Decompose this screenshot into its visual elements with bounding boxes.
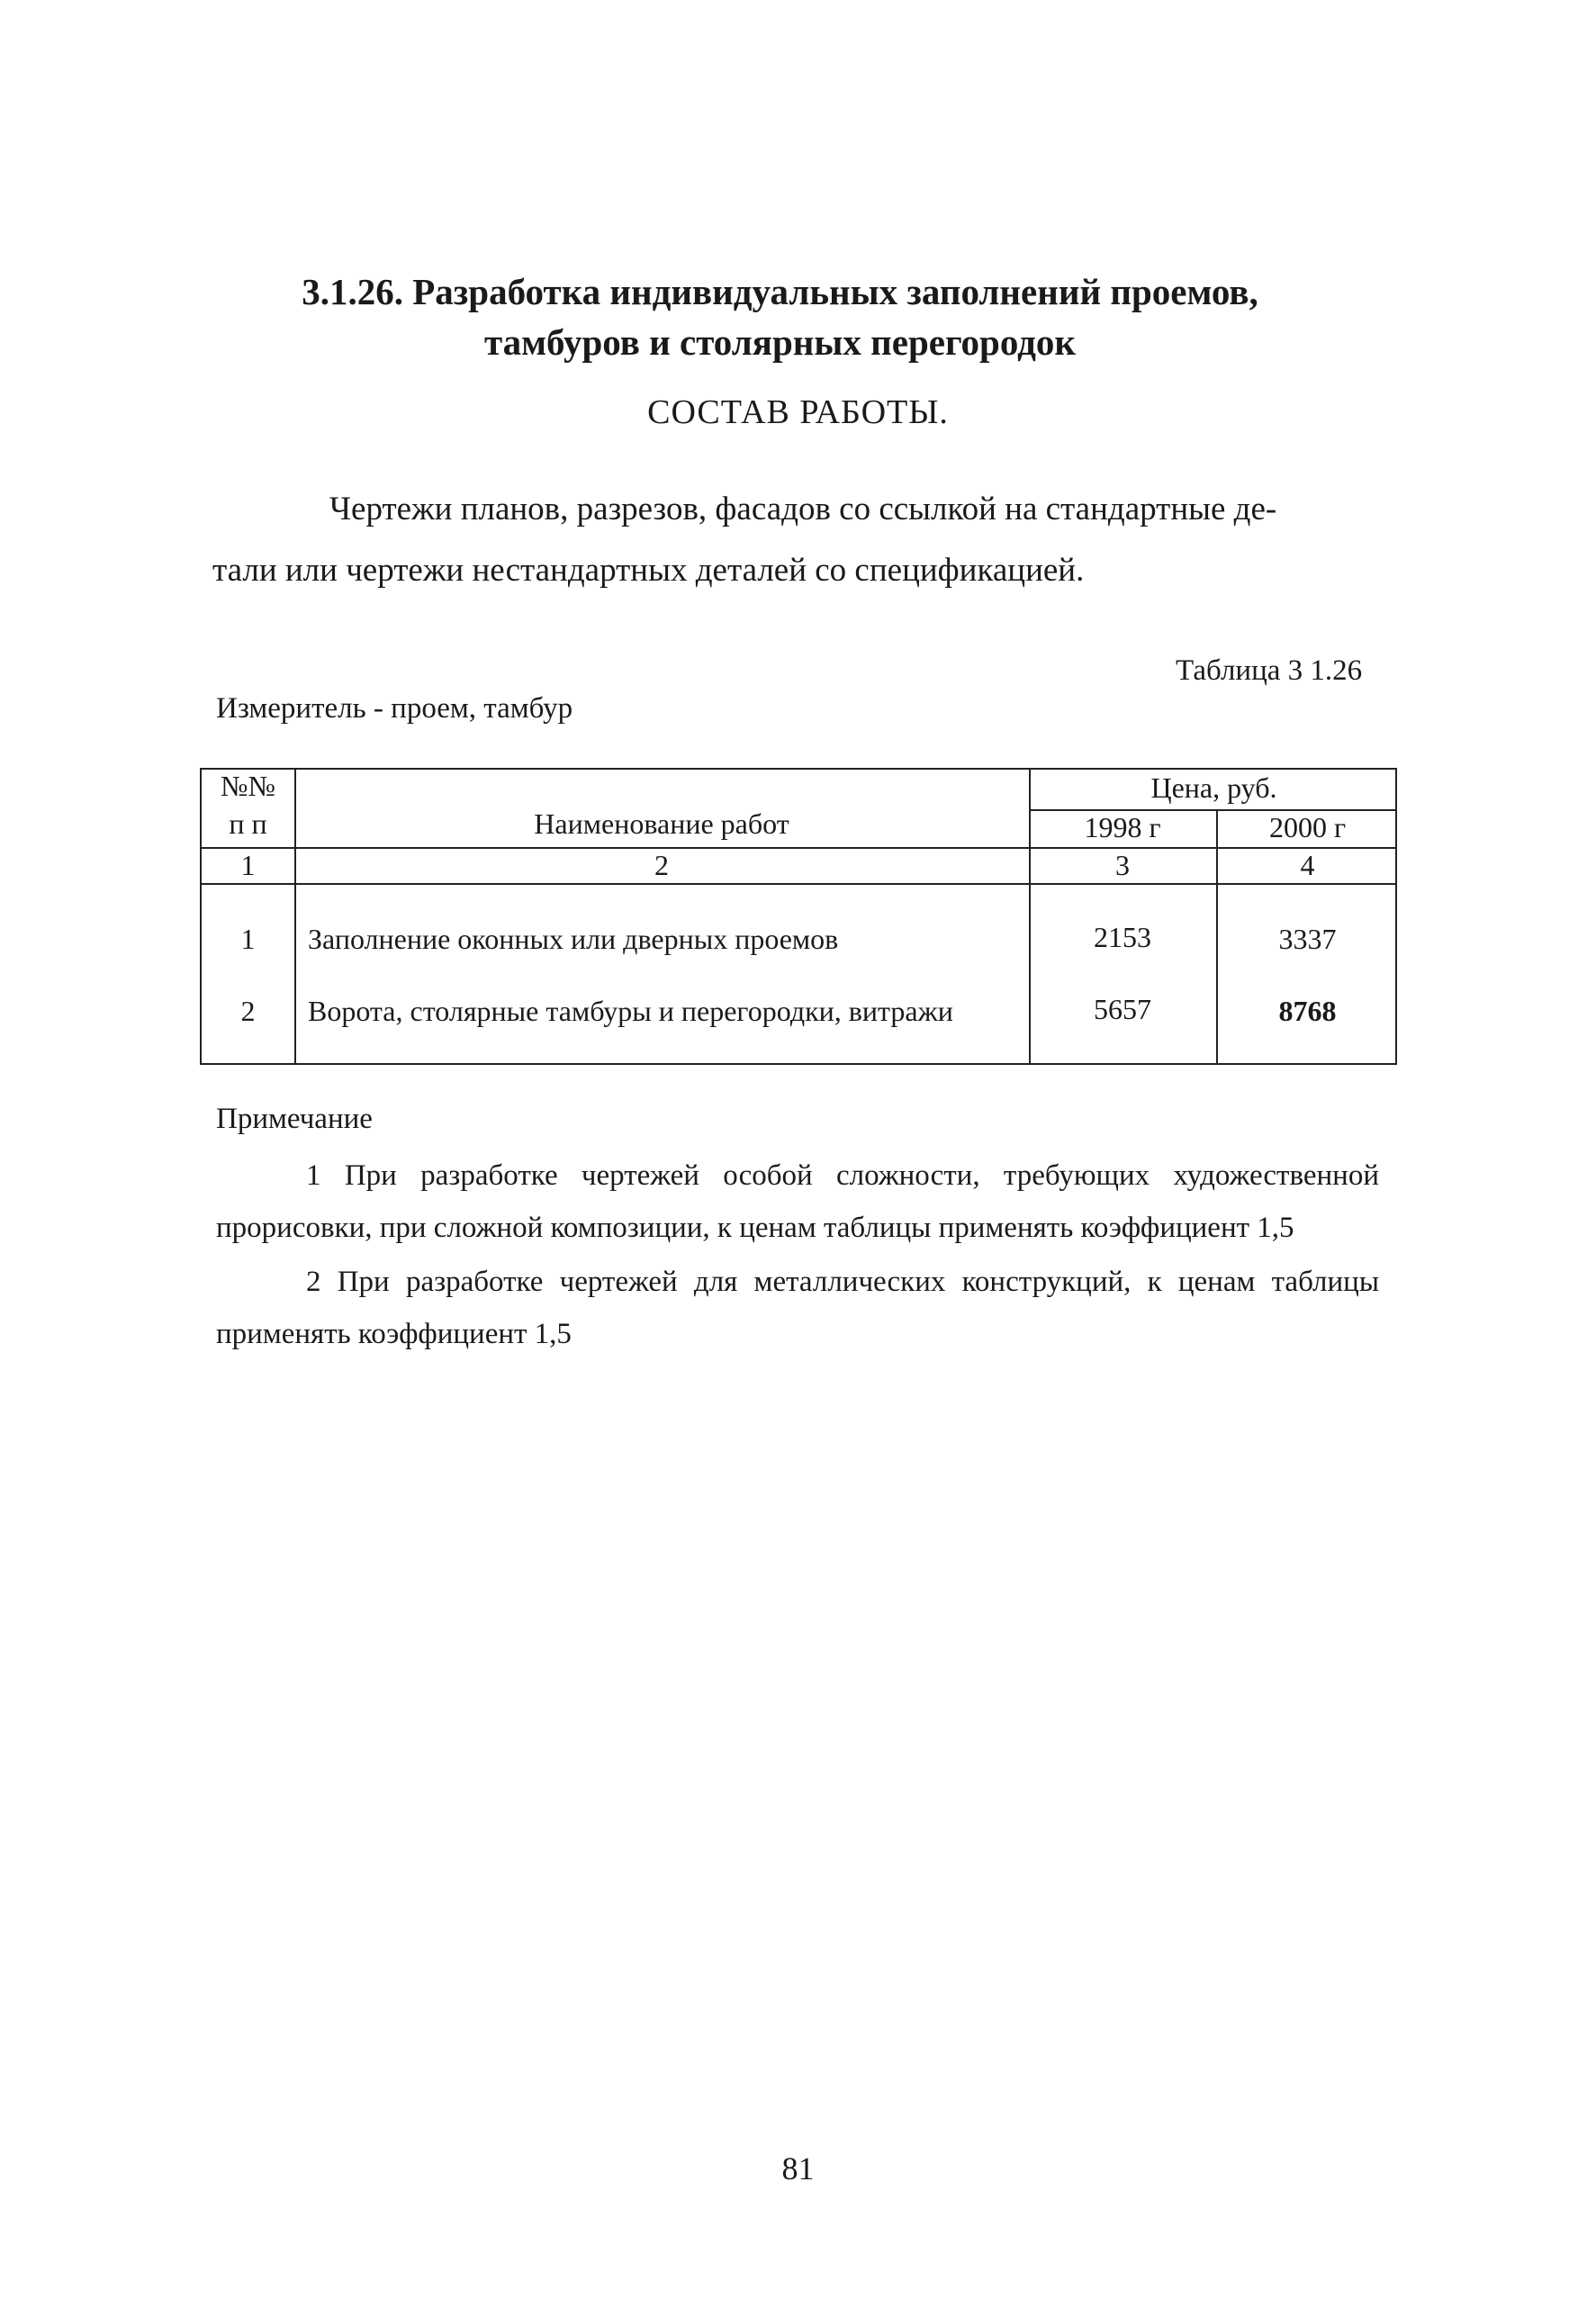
note-line: 1 При разработке чертежей особой сложности, требующих художественной: [306, 1159, 1379, 1192]
notes-heading: Примечание: [216, 1103, 373, 1135]
column-number: 4: [1300, 849, 1315, 881]
column-number: 1: [240, 849, 256, 881]
intro-line-1: Чертежи планов, разрезов, фасадов со ссылкой на стандартные де-: [329, 491, 1277, 527]
table-row-price-2000: 3337: [1278, 923, 1337, 955]
section-heading-line-1: 3.1.26. Разработка индивидуальных заполнений проемов,: [302, 271, 1258, 312]
note-line: прорисовки, при сложной композиции, к ценам таблицы применять коэффициент 1,5: [216, 1212, 1294, 1244]
page-number: 81: [781, 2150, 815, 2186]
section-title: СОСТАВ РАБОТЫ.: [647, 393, 949, 431]
table-row-name: Ворота, столярные тамбуры и перегородки, витражи: [308, 995, 953, 1027]
table-row-num: 2: [240, 995, 256, 1027]
measure-unit: Измеритель - проем, тамбур: [216, 692, 573, 725]
column-number: 2: [654, 849, 669, 881]
header-year-2000: 2000 г: [1268, 811, 1347, 843]
header-num-line-2: п п: [229, 807, 267, 840]
note-item: [216, 1150, 1379, 1254]
intro-line-2: тали или чертежи нестандартных деталей со спецификацией.: [212, 552, 1085, 589]
table-row-price-1998: 2153: [1094, 921, 1151, 953]
table-row-price-2000: 8768: [1278, 995, 1337, 1027]
column-number: 3: [1115, 849, 1130, 881]
section-heading-line-2: тамбуров и столярных перегородок: [483, 321, 1077, 363]
section-heading: [0, 266, 1578, 367]
header-num-line-1: №№: [220, 770, 276, 802]
table-divider: [202, 883, 1395, 885]
table-row-price-1998: 5657: [1094, 993, 1151, 1025]
table-caption: Таблица 3 1.26: [1176, 654, 1363, 687]
intro-paragraph: [212, 479, 1383, 601]
table-row-num: 1: [240, 923, 256, 955]
note-line: применять коэффициент 1,5: [216, 1318, 572, 1350]
header-price: Цена, руб.: [1150, 771, 1277, 804]
table-row-name: Заполнение оконных или дверных проемов: [308, 923, 839, 955]
note-item: [216, 1256, 1379, 1360]
note-line: 2 При разработке чертежей для металлических конструкций, к ценам таблицы: [306, 1266, 1379, 1298]
price-table: [200, 768, 1397, 1065]
header-name: Наименование работ: [534, 807, 789, 840]
header-year-1998: 1998 г: [1084, 811, 1161, 843]
